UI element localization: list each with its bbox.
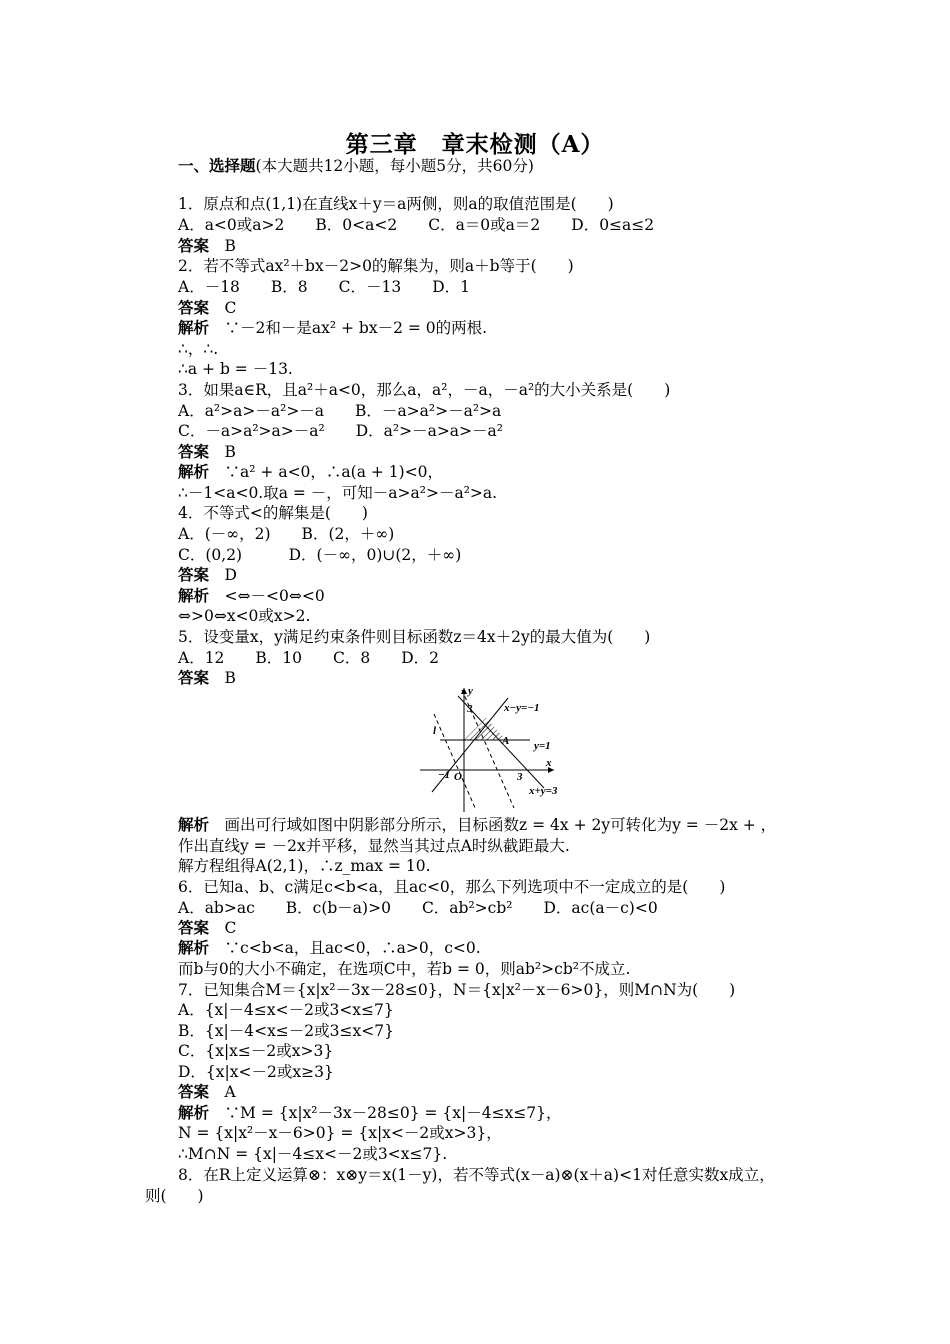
label-origin: O xyxy=(454,771,462,783)
q4-options: C．(0,2) D．(－∞，0)∪(2，＋∞) xyxy=(178,546,462,564)
q3-analysis: 解析 ∵a² + a<0，∴a(a + 1)<0， xyxy=(178,462,444,481)
q1-answer: 答案 B xyxy=(178,236,236,255)
label-y-axis: y xyxy=(468,685,473,697)
q7-analysis-line: ∴M∩N = {x|－4≤x<－2或3<x≤7}. xyxy=(178,1145,448,1163)
label-l: l xyxy=(433,725,437,737)
q5-analysis: 解析 画出可行域如图中阴影部分所示，目标函数z = 4x + 2y可转化为y = －2x + ， xyxy=(178,815,777,834)
q5-stem: 5．设变量x，y满足约束条件则目标函数z＝4x＋2y的最大值为( ) xyxy=(178,628,651,646)
label-three-x: 3 xyxy=(517,771,523,783)
label-x-axis: x xyxy=(546,757,552,769)
feasible-region-figure xyxy=(418,684,568,814)
q6-stem: 6．已知a、b、c满足c<b<a，且ac<0，那么下列选项中不一定成立的是( ) xyxy=(178,878,726,896)
q3-stem: 3．如果a∈R，且a²＋a<0，那么a，a²，－a，－a²的大小关系是( ) xyxy=(178,381,671,399)
q7-answer: 答案 A xyxy=(178,1082,236,1101)
q2-stem: 2．若不等式ax²＋bx－2>0的解集为，则a＋b等于( ) xyxy=(178,257,574,275)
q3-answer: 答案 B xyxy=(178,442,236,461)
label-line-x-minus-y: x−y=−1 xyxy=(504,702,540,714)
shaded-region xyxy=(464,718,506,740)
q6-answer: 答案 C xyxy=(178,918,237,937)
q7-option: B．{x|－4<x≤－2或3≤x<7} xyxy=(178,1022,394,1040)
q6-options: A．ab>ac B．c(b－a)>0 C．ab²>cb² D．ac(a－c)<0 xyxy=(178,899,658,917)
q5-analysis-line: 作出直线y = －2x并平移，显然当其过点A时纵截距最大. xyxy=(178,837,570,855)
q2-analysis: 解析 ∵－2和－是ax² + bx－2 = 0的两根. xyxy=(178,318,488,337)
q4-analysis: 解析 <⇔－<0⇔<0 xyxy=(178,586,325,605)
dashed-line-l xyxy=(434,714,476,810)
label-point-a: A xyxy=(502,735,510,747)
q3-options: C．－a>a²>a>－a² D．a²>－a>a>－a² xyxy=(178,422,503,440)
q5-analysis-line: 解方程组得A(2,1)，∴z_max = 10. xyxy=(178,857,431,875)
q5-answer: 答案 B xyxy=(178,668,236,687)
page-title: 第三章 章末检测（A） xyxy=(345,131,605,158)
q3-options: A．a²>a>－a²>－a B．－a>a²>－a²>a xyxy=(178,402,502,420)
label-three-y: 3 xyxy=(467,703,473,715)
q1-options: A．a<0或a>2 B．0<a<2 C．a＝0或a＝2 D．0≤a≤2 xyxy=(178,216,655,234)
label-line-y-equals-1: y=1 xyxy=(534,740,551,752)
q2-analysis-line: ∴，∴. xyxy=(178,340,219,358)
q7-option: C．{x|x≤－2或x>3} xyxy=(178,1042,334,1060)
q4-analysis-line: ⇔>0⇔x<0或x>2. xyxy=(178,607,311,625)
q2-answer: 答案 C xyxy=(178,298,237,317)
q7-stem: 7．已知集合M＝{x|x²－3x－28≤0}，N＝{x|x²－x－6>0}，则M∩N为( ) xyxy=(178,981,736,999)
q7-option: D．{x|x<－2或x≥3} xyxy=(178,1063,334,1081)
label-line-x-plus-y: x+y=3 xyxy=(529,785,558,797)
q6-analysis-line: 而b与0的大小不确定，在选项C中，若b = 0，则ab²>cb²不成立. xyxy=(178,960,631,978)
section-heading: 一、选择题(本大题共12小题，每小题5分，共60分) xyxy=(178,156,534,175)
q4-answer: 答案 D xyxy=(178,565,237,584)
q2-options: A．－18 B．8 C．－13 D．1 xyxy=(178,278,471,296)
q3-analysis-line: ∴－1<a<0.取a = －，可知－a>a²>－a²>a. xyxy=(178,484,498,502)
q7-analysis-line: N = {x|x²－x－6>0} = {x|x<－2或x>3}， xyxy=(178,1124,502,1142)
q4-options: A．(－∞，2) B．(2，＋∞) xyxy=(178,525,395,543)
q5-options: A．12 B．10 C．8 D．2 xyxy=(178,649,440,667)
q2-analysis-line: ∴a + b = －13. xyxy=(178,360,293,378)
q1-stem: 1．原点和点(1,1)在直线x＋y＝a两侧，则a的取值范围是( ) xyxy=(178,195,614,213)
q7-option: A．{x|－4≤x<－2或3<x≤7} xyxy=(178,1001,394,1019)
q8-stem: 8．在R上定义运算⊗：x⊗y＝x(1－y)，若不等式(x－a)⊗(x＋a)<1对任意实数x成立， xyxy=(178,1166,775,1184)
q7-analysis: 解析 ∵M = {x|x²－3x－28≤0} = {x|－4≤x≤7}， xyxy=(178,1103,562,1122)
q8-stem-continued: 则( ) xyxy=(145,1187,204,1205)
q4-stem: 4．不等式<的解集是( ) xyxy=(178,504,368,522)
q6-analysis: 解析 ∵c<b<a，且ac<0，∴a>0，c<0. xyxy=(178,938,481,957)
label-minus-one: −1 xyxy=(438,769,451,781)
